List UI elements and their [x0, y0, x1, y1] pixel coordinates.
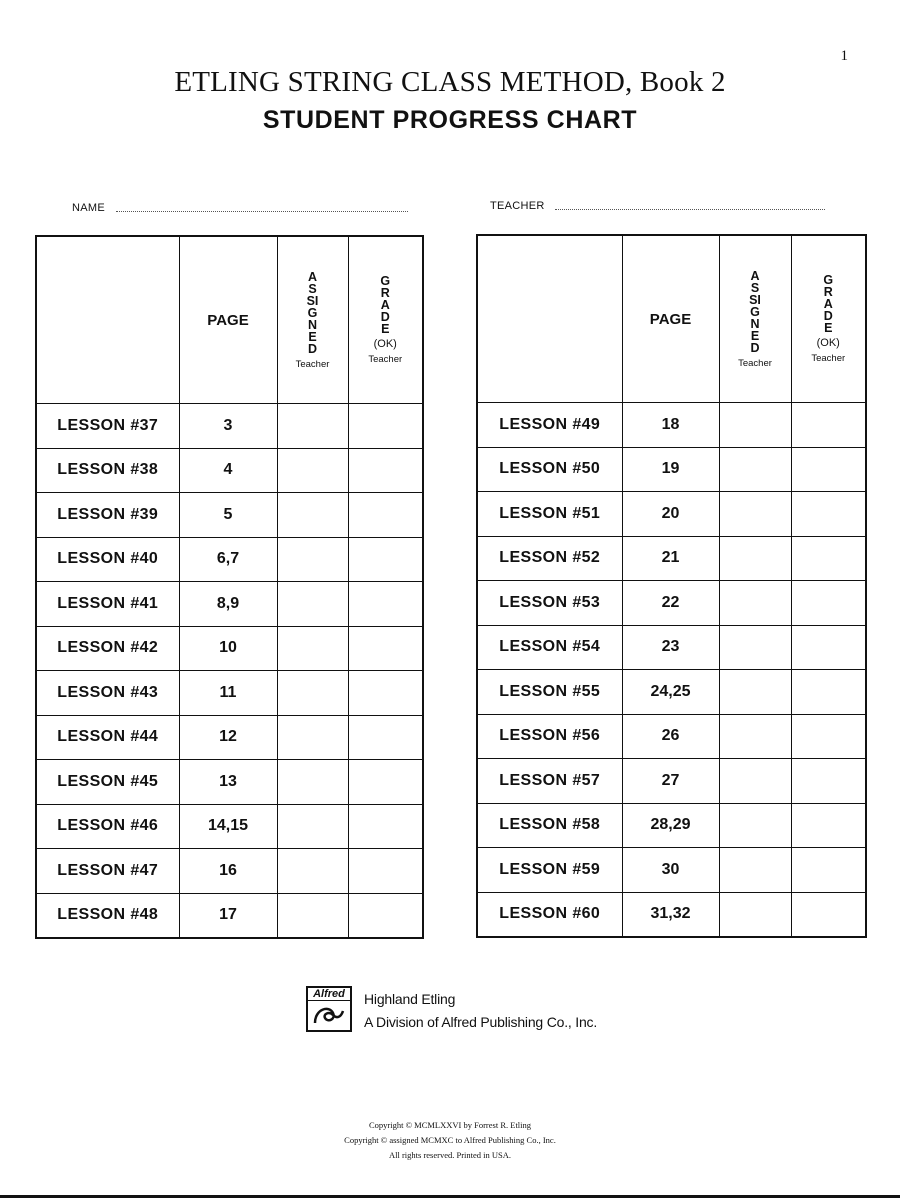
header-assigned-teacher: Teacher [738, 357, 772, 369]
assigned-cell[interactable] [277, 448, 348, 493]
page-value: 6,7 [179, 537, 277, 582]
table-row [36, 849, 423, 894]
page-value: 10 [179, 626, 277, 671]
page-value: 19 [622, 447, 719, 492]
alfred-logo [306, 986, 352, 1032]
name-label: NAME [72, 202, 105, 214]
lesson-label: LESSON #46 [36, 804, 179, 849]
copyright-block [0, 1118, 900, 1163]
name-line [116, 211, 408, 212]
teacher-line [555, 209, 825, 210]
lesson-label: LESSON #48 [36, 893, 179, 938]
header-grade-teacher: Teacher [368, 354, 403, 365]
grade-cell[interactable] [348, 849, 423, 894]
lesson-label: LESSON #39 [36, 493, 179, 538]
grade-cell[interactable] [791, 581, 866, 626]
page-value: 3 [179, 404, 277, 449]
copyright-line-3: All rights reserved. Printed in USA. [388, 1150, 512, 1160]
assigned-cell[interactable] [277, 849, 348, 894]
table-row [477, 848, 866, 893]
page-value: 17 [179, 893, 277, 938]
lesson-label: LESSON #40 [36, 537, 179, 582]
assigned-cell[interactable] [719, 447, 791, 492]
table-row [477, 581, 866, 626]
lesson-label: LESSON #59 [477, 848, 622, 893]
assigned-cell[interactable] [719, 714, 791, 759]
assigned-cell[interactable] [277, 404, 348, 449]
grade-cell[interactable] [348, 893, 423, 938]
table-row [36, 537, 423, 582]
grade-cell[interactable] [791, 803, 866, 848]
grade-cell[interactable] [348, 582, 423, 627]
grade-cell[interactable] [348, 760, 423, 805]
header-blank [36, 236, 179, 404]
table-row [477, 403, 866, 448]
page-value: 4 [179, 448, 277, 493]
progress-table-left [35, 235, 424, 939]
table-row [36, 626, 423, 671]
lesson-label: LESSON #45 [36, 760, 179, 805]
assigned-cell[interactable] [277, 893, 348, 938]
table-row [36, 804, 423, 849]
lesson-label: LESSON #37 [36, 404, 179, 449]
lesson-label: LESSON #42 [36, 626, 179, 671]
header-assigned-label: ASSIGNED [306, 269, 319, 356]
header-grade [791, 235, 866, 403]
assigned-cell[interactable] [719, 803, 791, 848]
table-row [36, 404, 423, 449]
lesson-label: LESSON #56 [477, 714, 622, 759]
table-row [36, 715, 423, 760]
page-value: 30 [622, 848, 719, 893]
table-row [477, 714, 866, 759]
table-row [477, 536, 866, 581]
lesson-label: LESSON #44 [36, 715, 179, 760]
copyright-line-1: Copyright © MCMLXXVI by Forrest R. Etling [368, 1120, 532, 1130]
table-row [36, 893, 423, 938]
grade-cell[interactable] [791, 536, 866, 581]
page-value: 16 [179, 849, 277, 894]
table-row [477, 803, 866, 848]
grade-cell[interactable] [348, 493, 423, 538]
page-value: 28,29 [622, 803, 719, 848]
page-value: 31,32 [622, 892, 719, 937]
assigned-cell[interactable] [719, 403, 791, 448]
header-assigned-teacher: Teacher [295, 358, 330, 370]
publisher-division: A Division of Alfred Publishing Co., Inc. [364, 1014, 598, 1030]
grade-cell[interactable] [348, 715, 423, 760]
assigned-cell[interactable] [719, 536, 791, 581]
page-value: 8,9 [179, 582, 277, 627]
header-grade-ok: (OK) [373, 338, 397, 350]
progress-table-right [476, 234, 867, 938]
alfred-logo-icon [311, 1001, 347, 1029]
page-value: 21 [622, 536, 719, 581]
table-row [36, 493, 423, 538]
page-title: ETLING STRING CLASS METHOD, Book 2 [174, 66, 726, 98]
grade-cell[interactable] [348, 537, 423, 582]
lesson-label: LESSON #55 [477, 670, 622, 715]
grade-cell[interactable] [791, 492, 866, 537]
teacher-label: TEACHER [490, 200, 545, 212]
assigned-cell[interactable] [719, 670, 791, 715]
publisher-block [306, 986, 597, 1034]
lesson-label: LESSON #57 [477, 759, 622, 804]
page-value: 14,15 [179, 804, 277, 849]
grade-cell[interactable] [791, 892, 866, 937]
publisher-name: Highland Etling [364, 991, 456, 1007]
grade-cell[interactable] [348, 671, 423, 716]
table-row [36, 582, 423, 627]
assigned-cell[interactable] [719, 759, 791, 804]
header-assigned [719, 235, 791, 403]
lesson-label: LESSON #54 [477, 625, 622, 670]
grade-cell[interactable] [348, 448, 423, 493]
page-number: 1 [840, 48, 848, 64]
table-row [36, 448, 423, 493]
header-grade-teacher: Teacher [811, 353, 846, 364]
lesson-label: LESSON #52 [477, 536, 622, 581]
lesson-label: LESSON #53 [477, 581, 622, 626]
table-row [477, 447, 866, 492]
grade-cell[interactable] [791, 714, 866, 759]
header-grade-ok: (OK) [816, 337, 840, 349]
assigned-cell[interactable] [277, 626, 348, 671]
assigned-cell[interactable] [277, 537, 348, 582]
grade-cell[interactable] [791, 447, 866, 492]
grade-cell[interactable] [348, 404, 423, 449]
assigned-cell[interactable] [719, 581, 791, 626]
table-row [36, 671, 423, 716]
table-row [477, 759, 866, 804]
page-subtitle: STUDENT PROGRESS CHART [262, 106, 638, 134]
grade-cell[interactable] [791, 625, 866, 670]
page-value: 18 [622, 403, 719, 448]
lesson-label: LESSON #49 [477, 403, 622, 448]
assigned-cell[interactable] [719, 625, 791, 670]
lesson-label: LESSON #50 [477, 447, 622, 492]
header-grade-label: GRADE [823, 273, 834, 335]
page-value: 11 [179, 671, 277, 716]
table-row [36, 760, 423, 805]
copyright-line-2: Copyright © assigned MCMXC to Alfred Publishing Co., Inc. [344, 1135, 556, 1145]
assigned-cell[interactable] [719, 848, 791, 893]
header-assigned-label: ASSIGNED [749, 268, 761, 355]
page-value: 12 [179, 715, 277, 760]
table-row [477, 892, 866, 937]
page-value: 23 [622, 625, 719, 670]
grade-cell[interactable] [791, 848, 866, 893]
bottom-rule [0, 1195, 900, 1198]
page-value: 5 [179, 493, 277, 538]
table-row [477, 625, 866, 670]
lesson-label: LESSON #58 [477, 803, 622, 848]
header-assigned [277, 236, 348, 404]
page-value: 13 [179, 760, 277, 805]
page-value: 20 [622, 492, 719, 537]
assigned-cell[interactable] [277, 760, 348, 805]
table-row [477, 492, 866, 537]
page-value: 24,25 [622, 670, 719, 715]
assigned-cell[interactable] [277, 493, 348, 538]
page-value: 27 [622, 759, 719, 804]
assigned-cell[interactable] [277, 715, 348, 760]
assigned-cell[interactable] [277, 671, 348, 716]
assigned-cell[interactable] [719, 892, 791, 937]
lesson-label: LESSON #60 [477, 892, 622, 937]
header-blank [477, 235, 622, 403]
grade-cell[interactable] [791, 670, 866, 715]
header-grade-label: GRADE [380, 274, 391, 336]
lesson-label: LESSON #47 [36, 849, 179, 894]
grade-cell[interactable] [791, 759, 866, 804]
header-page: PAGE [622, 235, 719, 403]
table-row [477, 670, 866, 715]
lesson-label: LESSON #51 [477, 492, 622, 537]
lesson-label: LESSON #41 [36, 582, 179, 627]
page-value: 22 [622, 581, 719, 626]
grade-cell[interactable] [348, 804, 423, 849]
grade-cell[interactable] [348, 626, 423, 671]
grade-cell[interactable] [791, 403, 866, 448]
assigned-cell[interactable] [277, 804, 348, 849]
alfred-logo-text: Alfred [308, 988, 350, 1001]
lesson-label: LESSON #43 [36, 671, 179, 716]
assigned-cell[interactable] [277, 582, 348, 627]
header-grade [348, 236, 423, 404]
page-value: 26 [622, 714, 719, 759]
lesson-label: LESSON #38 [36, 448, 179, 493]
assigned-cell[interactable] [719, 492, 791, 537]
header-page: PAGE [179, 236, 277, 404]
